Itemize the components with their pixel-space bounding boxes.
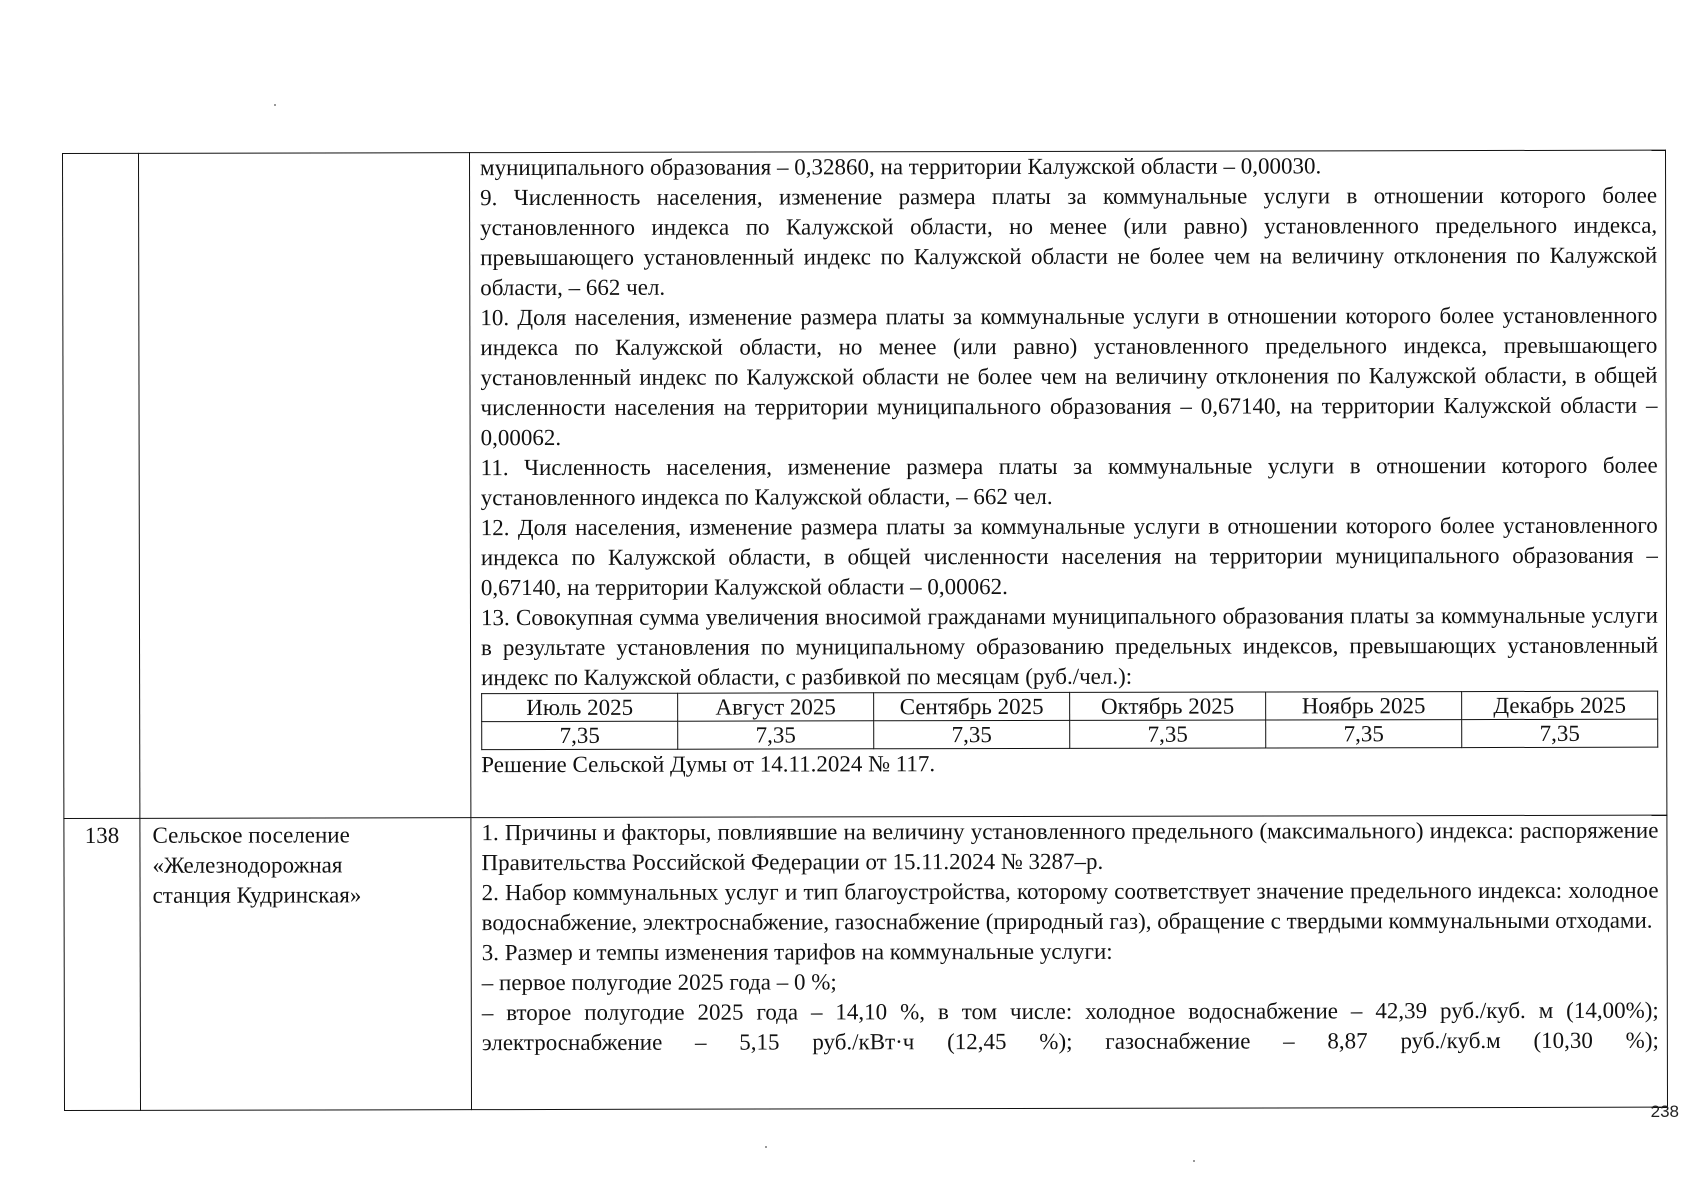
month-value: 7,35 <box>678 721 874 749</box>
paragraph: – первое полугодие 2025 года – 0 %; <box>481 969 837 995</box>
table-row <box>64 815 1668 1111</box>
decision-reference: Решение Сельской Думы от 14.11.2024 № 117. <box>481 751 936 778</box>
paragraph: 11. Численность населения, изменение размера платы за коммунальные услуги в отношении которого более установленного индекса по Калужской области, – 662 чел. <box>480 452 1658 511</box>
month-value: 7,35 <box>1462 719 1658 747</box>
month-value: 7,35 <box>482 721 678 749</box>
monthly-value-row <box>482 719 1658 749</box>
month-header: Октябрь 2025 <box>1070 692 1266 720</box>
monthly-header-row <box>482 691 1658 721</box>
paragraph: 13. Совокупная сумма увеличения вносимой гражданами муниципального образования платы за коммунальные услуги в результате установления по муниципальному образованию предельных индексов, превышающих установленный индекс по Калужской области, с разбивкой по месяцам (руб./чел.): <box>480 602 1659 691</box>
description-cell <box>471 815 1668 1110</box>
municipal-index-table <box>62 150 1668 1111</box>
row-number-cell <box>63 153 140 818</box>
paragraph: 12. Доля населения, изменение размера платы за коммунальные услуги в отношении которого более установленного индекса по Калужской области, в общей численности населения на территории муниципального образования – 0,67140, на территории Калужской области – 0,00062. <box>480 512 1658 601</box>
month-value: 7,35 <box>1266 720 1462 748</box>
scan-speck <box>274 104 276 106</box>
description-cell <box>470 150 1667 817</box>
municipality-name-line: «Железнодорожная <box>152 852 343 878</box>
month-value: 7,35 <box>874 720 1070 748</box>
paragraph: – второе полугодие 2025 года – 14,10 %, в том числе: холодное водоснабжение – 42,39 руб./куб. м (14,00%); электроснабжение – 5,15 руб./кВт·ч (12,45 %); газоснабжение – 8,87 руб./куб.м (10,30 %); <box>481 997 1659 1055</box>
scan-speck <box>765 1146 767 1148</box>
municipality-name-line: станция Кудринская» <box>152 882 362 908</box>
row-number: 138 <box>84 822 120 848</box>
municipality-name-cell <box>139 153 471 818</box>
month-header: Ноябрь 2025 <box>1266 692 1462 720</box>
page-number: 238 <box>1650 1102 1679 1121</box>
month-value: 7,35 <box>1070 720 1266 748</box>
paragraph: 10. Доля населения, изменение размера платы за коммунальные услуги в отношении которого более установленного индекса по Калужской области, но менее (или равно) установленного предельного индекса, превышающего установленный индекс по Калужской области не более чем на величину отклонения по Калужской области, в общей численности населения на территории муниципального образования – 0,67140, на территории Калужской области – 0,00062. <box>480 302 1658 451</box>
month-header: Декабрь 2025 <box>1462 691 1658 719</box>
municipality-name-line: Сельское поселение <box>152 822 350 848</box>
month-header: Август 2025 <box>678 693 874 721</box>
paragraph: 3. Размер и темпы изменения тарифов на коммунальные услуги: <box>481 938 1113 965</box>
month-header: Июль 2025 <box>482 693 678 721</box>
monthly-amount-table <box>481 691 1658 750</box>
table-row <box>63 150 1667 818</box>
paragraph: муниципального образования – 0,32860, на территории Калужской области – 0,00030. <box>480 153 1322 181</box>
row-number-cell <box>64 818 141 1110</box>
paragraph: 2. Набор коммунальных услуг и тип благоустройства, которому соответствует значение предельного индекса: холодное водоснабжение, электроснабжение, газоснабжение (природный газ), обращение с твердыми коммунальными отходами. <box>481 877 1659 935</box>
paragraph: 9. Численность населения, изменение размера платы за коммунальные услуги в отношении которого более установленного индекса по Калужской области, но менее (или равно) установленного предельного индекса, превышающего установленный индекс по Калужской области не более чем на величину отклонения по Калужской области, – 662 чел. <box>480 182 1658 301</box>
municipality-name-cell <box>140 817 472 1110</box>
month-header: Сентябрь 2025 <box>874 692 1070 720</box>
scan-speck <box>1193 1160 1195 1162</box>
paragraph: 1. Причины и факторы, повлиявшие на величину установленного предельного (максимального) индекса: распоряжение Правительства Российской Федерации от 15.11.2024 № 3287–р. <box>481 817 1659 875</box>
